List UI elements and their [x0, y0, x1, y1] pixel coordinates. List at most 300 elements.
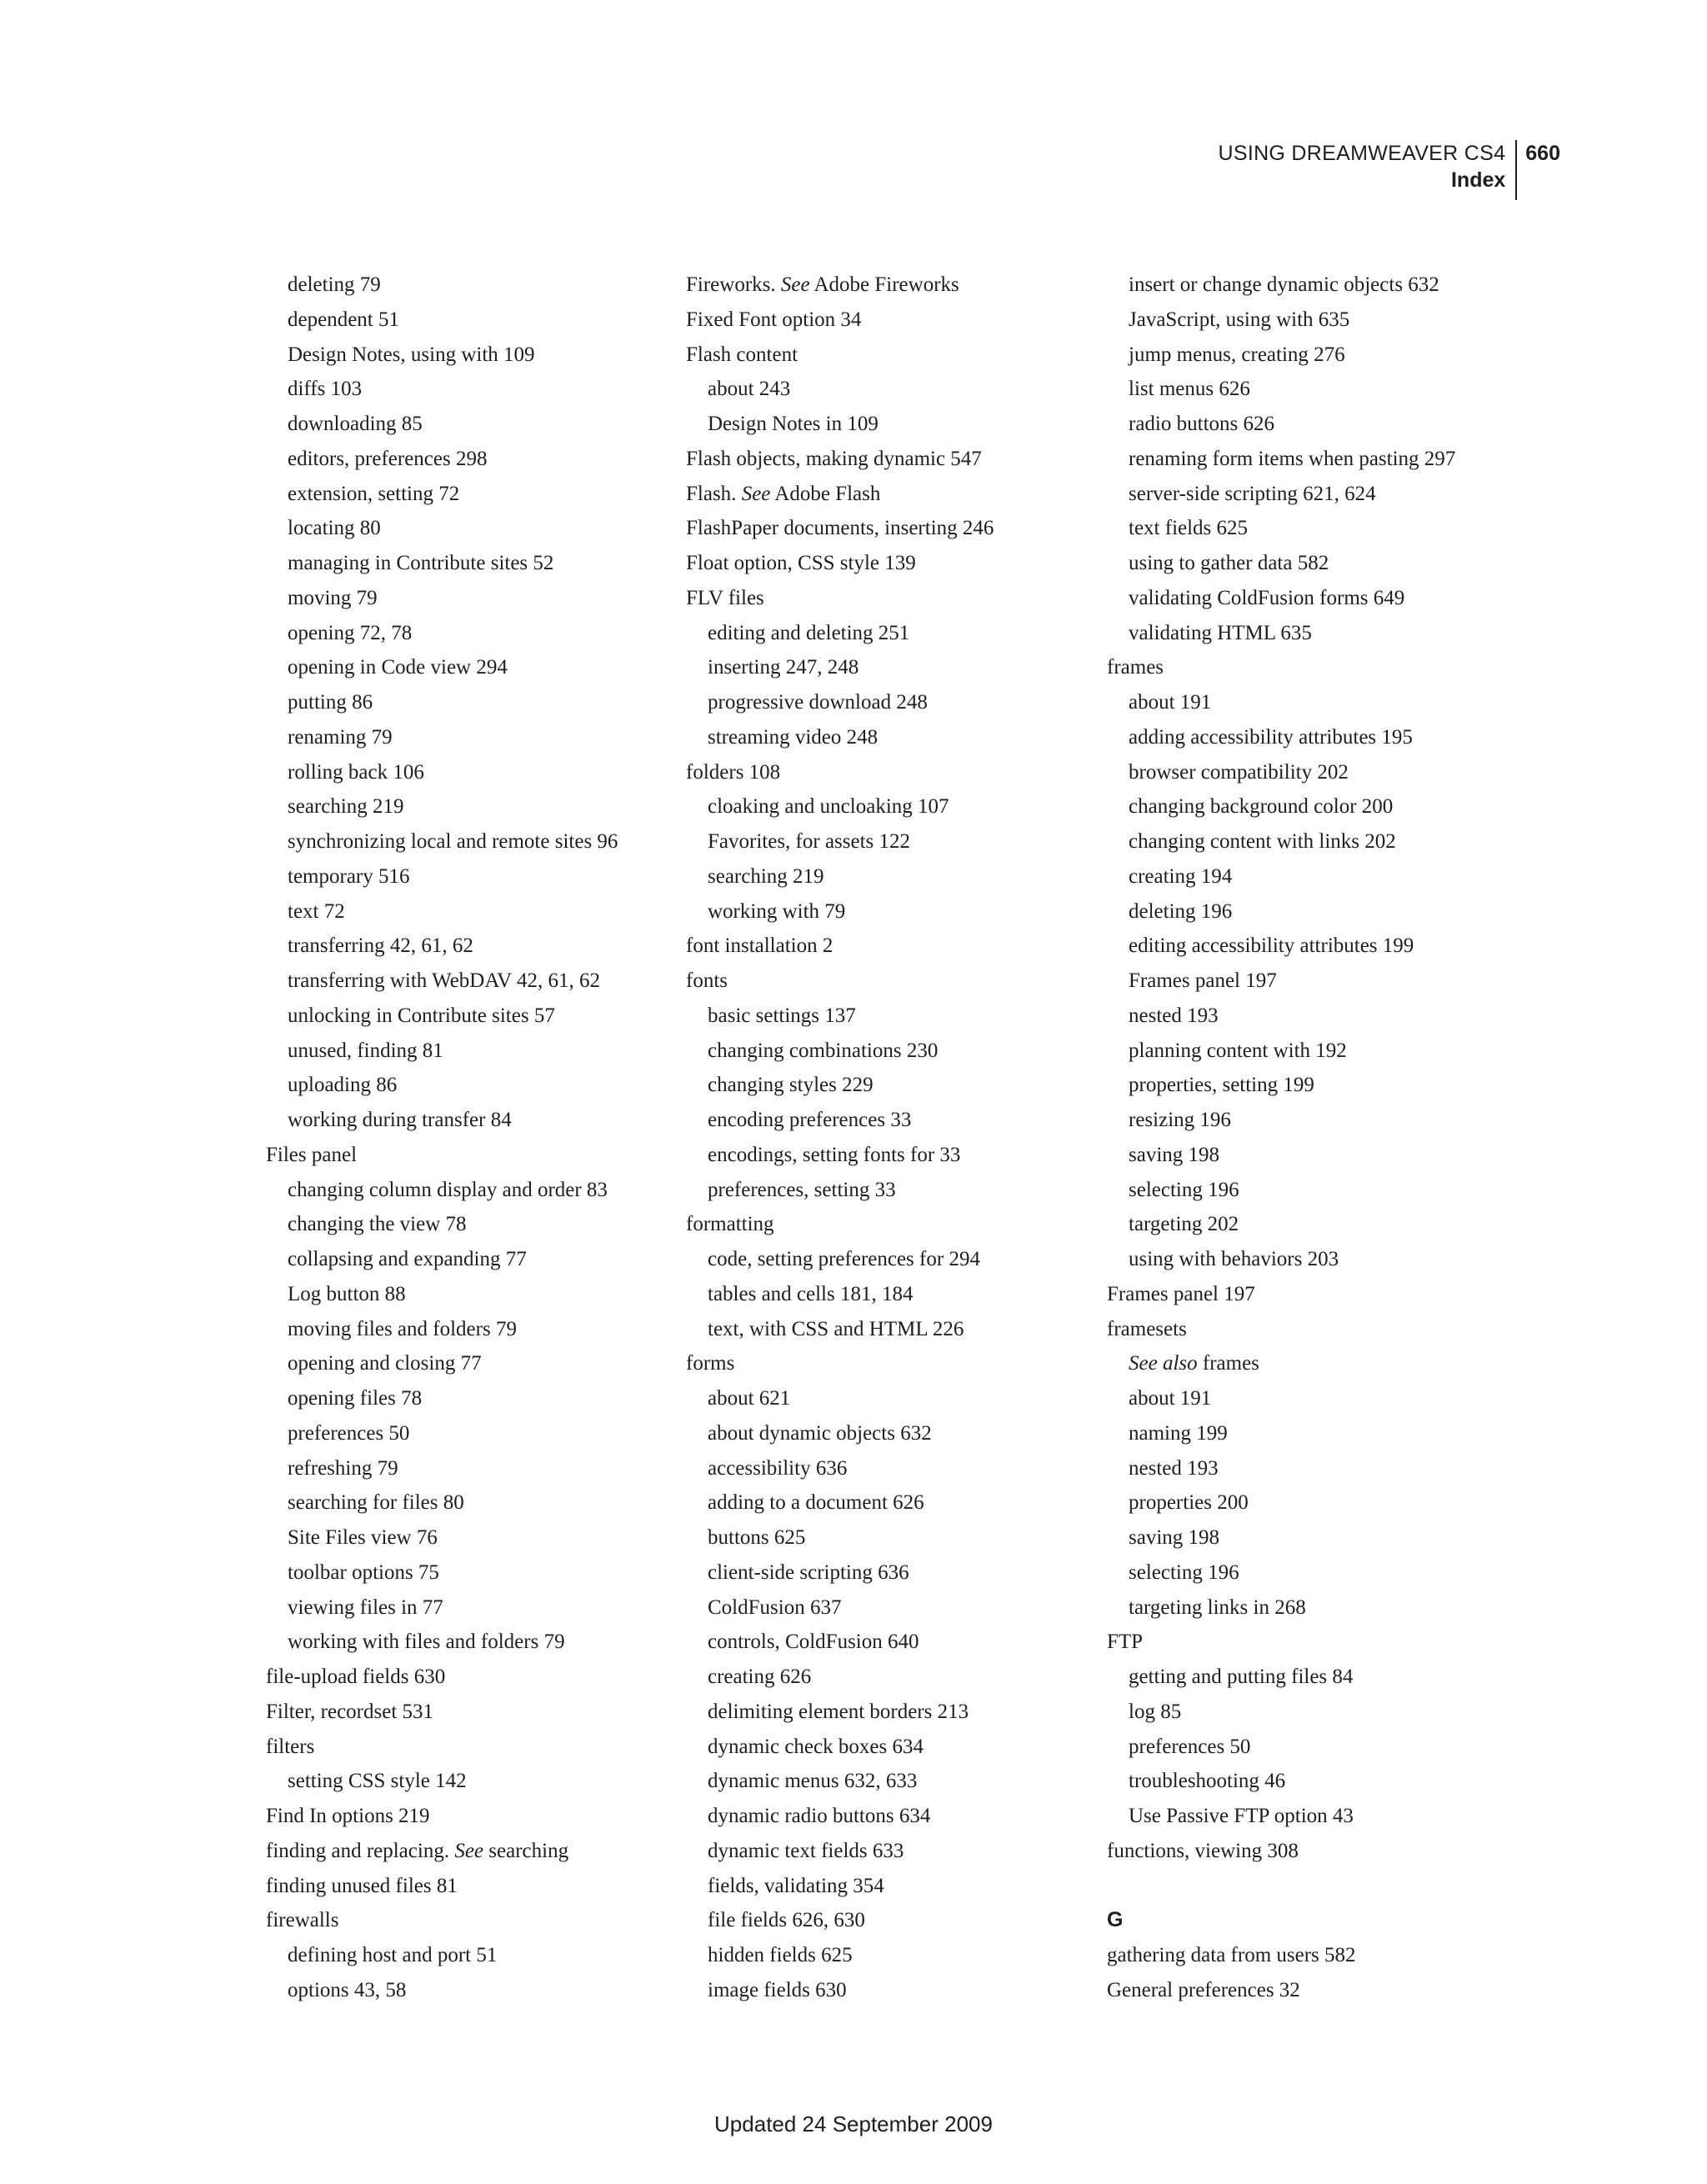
entry-text: deleting 79: [288, 273, 381, 296]
entry-text: FlashPaper documents, inserting 246: [686, 517, 994, 540]
entry-text: finding unused files 81: [266, 1874, 458, 1897]
entry-text: options 43, 58: [288, 1978, 407, 2001]
entry-text: General preferences 32: [1107, 1978, 1300, 2001]
entry-text: Flash objects, making dynamic 547: [686, 447, 982, 470]
index-subentry: [686, 1834, 994, 1869]
entry-text: Log button 88: [288, 1282, 406, 1305]
index-entry: [1107, 1973, 1455, 2008]
entry-text: working with files and folders 79: [288, 1630, 565, 1654]
entry-text: using with behaviors 203: [1129, 1248, 1339, 1270]
entry-text: dependent 51: [288, 308, 399, 331]
index-entry: [266, 1730, 618, 1765]
entry-text: naming 199: [1129, 1421, 1228, 1445]
entry-text: changing background color 200: [1129, 795, 1394, 819]
entry-text: creating 194: [1129, 864, 1233, 888]
entry-text: file-upload fields 630: [266, 1666, 446, 1688]
index-entry: [266, 1869, 618, 1904]
entry-text: working with 79: [708, 899, 846, 923]
index-entry: [1107, 1312, 1455, 1347]
index-subentry: [1107, 1381, 1455, 1416]
entry-text: cloaking and uncloaking 107: [708, 795, 949, 819]
index-subentry: [1107, 755, 1455, 790]
entry-text: controls, ColdFusion 640: [708, 1630, 919, 1654]
entry-text: troubleshooting 46: [1129, 1770, 1286, 1793]
entry-text: dynamic menus 632, 633: [708, 1770, 918, 1793]
index-subentry: [1107, 1520, 1455, 1555]
entry-text: searching 219: [708, 864, 824, 888]
entry-text: temporary 516: [288, 864, 410, 888]
index-subentry: [686, 1312, 994, 1347]
index-entry: [686, 546, 994, 581]
entry-text: about 621: [708, 1387, 791, 1410]
entry-text: renaming form items when pasting 297: [1129, 447, 1456, 470]
index-subentry: [686, 1660, 994, 1695]
entry-text: text 72: [288, 899, 345, 923]
entry-text: about 191: [1129, 1387, 1212, 1410]
entry-text: saving 198: [1129, 1143, 1220, 1166]
entry-text: about 191: [1129, 691, 1212, 714]
entry-text: encoding preferences 33: [708, 1109, 912, 1131]
entry-text: FLV files: [686, 586, 764, 609]
index-subentry: [1107, 616, 1455, 651]
index-subentry: [1107, 685, 1455, 720]
index-subentry: [1107, 929, 1455, 964]
index-subentry: [1107, 1764, 1455, 1799]
index-entry: [266, 1834, 618, 1869]
entry-text: image fields 630: [708, 1978, 847, 2001]
entry-text: ColdFusion 637: [708, 1595, 842, 1619]
index-subentry: [1107, 442, 1455, 477]
index-subentry: [266, 859, 618, 894]
index-entry: [1107, 1834, 1455, 1869]
index-subentry: [686, 1555, 994, 1590]
see-target: Adobe Fireworks: [813, 273, 959, 296]
index-subentry: [686, 650, 994, 685]
entry-text: file fields 626, 630: [708, 1909, 865, 1932]
entry-text: folders 108: [686, 760, 781, 784]
index-entry: [266, 1695, 618, 1730]
index-entry: [686, 511, 994, 546]
index-subentry: [1107, 1799, 1455, 1834]
see-target: Adobe Flash: [774, 482, 881, 505]
index-subentry: [686, 1973, 994, 2008]
index-subentry: [1107, 1451, 1455, 1486]
index-subentry: [1107, 1068, 1455, 1103]
entry-text: jump menus, creating 276: [1129, 343, 1345, 366]
index-subentry: [1107, 1555, 1455, 1590]
index-subentry: [1107, 1485, 1455, 1520]
index-subentry: [1107, 1138, 1455, 1173]
index-entry: [266, 1799, 618, 1834]
index-column-2: [686, 268, 994, 2008]
index-subentry: [686, 685, 994, 720]
index-subentry: [1107, 1034, 1455, 1069]
index-subentry: [686, 859, 994, 894]
entry-text: locating 80: [288, 517, 381, 540]
index-entry: [686, 1207, 994, 1242]
entry-text: Find In options 219: [266, 1805, 430, 1827]
entry-text: managing in Contribute sites 52: [288, 552, 554, 574]
entry-text: Files panel: [266, 1143, 358, 1166]
book-title: USING DREAMWEAVER CS4: [1218, 142, 1506, 165]
index-entry: [686, 929, 994, 964]
entry-text: firewalls: [266, 1909, 339, 1932]
entry-text: searching for files 80: [288, 1491, 464, 1515]
entry-text: extension, setting 72: [288, 482, 460, 505]
index-subentry: [266, 720, 618, 755]
index-subentry: [686, 1869, 994, 1904]
index-subentry: [686, 372, 994, 407]
running-header: [1219, 140, 1561, 200]
entry-text: planning content with 192: [1129, 1039, 1347, 1062]
index-subentry: [266, 999, 618, 1034]
index-subentry: [266, 477, 618, 512]
entry-text: transferring 42, 61, 62: [288, 934, 473, 958]
index-subentry: [686, 894, 994, 929]
index-subentry: [266, 546, 618, 581]
index-subentry: [1107, 824, 1455, 859]
entry-text: fonts: [686, 969, 728, 992]
entry-text: accessibility 636: [708, 1456, 848, 1480]
index-entry: [686, 581, 994, 616]
index-subentry: [1107, 1416, 1455, 1451]
entry-text: defining host and port 51: [288, 1944, 498, 1966]
index-subentry: [686, 1764, 994, 1799]
index-subentry: [266, 1103, 618, 1138]
entry-text: Use Passive FTP option 43: [1129, 1805, 1354, 1827]
index-subentry: [266, 1590, 618, 1625]
index-subentry: [1107, 894, 1455, 929]
index-subentry: [686, 1625, 994, 1660]
entry-text: Frames panel 197: [1129, 969, 1277, 992]
see-reference: See: [454, 1839, 484, 1862]
entry-text: inserting 247, 248: [708, 656, 859, 679]
see-target: searching: [488, 1839, 569, 1862]
index-subentry: [266, 338, 618, 373]
index-subentry: [1107, 477, 1455, 512]
entry-text: unlocking in Contribute sites 57: [288, 1004, 555, 1027]
index-subentry: [266, 1173, 618, 1208]
index-subentry: [266, 616, 618, 651]
index-subentry: [686, 1485, 994, 1520]
index-subentry: [686, 1903, 994, 1938]
index-subentry: [686, 1520, 994, 1555]
index-entry: [686, 477, 994, 512]
index-entry: [266, 1138, 618, 1173]
index-letter-heading: G: [1107, 1908, 1124, 1932]
entry-text: editing accessibility attributes 199: [1129, 934, 1414, 958]
index-subentry: [266, 1312, 618, 1347]
entry-text: formatting: [686, 1213, 774, 1236]
entry-text: adding accessibility attributes 195: [1129, 725, 1413, 749]
entry-text: moving files and folders 79: [288, 1317, 517, 1340]
index-subentry: [1107, 268, 1455, 303]
index-subentry: [686, 720, 994, 755]
index-subentry: [686, 1799, 994, 1834]
entry-text: setting CSS style 142: [288, 1770, 467, 1793]
see-reference: See: [741, 482, 771, 505]
entry-text: framesets: [1107, 1317, 1187, 1340]
entry-text: filters: [266, 1735, 315, 1758]
entry-text: progressive download 248: [708, 691, 928, 714]
index-subentry: [266, 894, 618, 929]
page-number: 660: [1525, 142, 1560, 165]
entry-text: Flash.: [686, 482, 737, 505]
entry-text: Design Notes, using with 109: [288, 343, 535, 366]
index-subentry: [686, 789, 994, 824]
entry-text: nested 193: [1129, 1456, 1219, 1480]
index-subentry: [1107, 789, 1455, 824]
index-subentry: [266, 511, 618, 546]
index-subentry: [266, 1381, 618, 1416]
entry-text: uploading 86: [288, 1074, 398, 1097]
entry-text: radio buttons 626: [1129, 413, 1274, 435]
entry-text: Float option, CSS style 139: [686, 552, 916, 574]
entry-text: moving 79: [288, 586, 378, 609]
index-subentry: [266, 581, 618, 616]
entry-text: Design Notes in 109: [708, 413, 879, 435]
index-subentry: [266, 1451, 618, 1486]
entry-text: streaming video 248: [708, 725, 879, 749]
entry-text: refreshing 79: [288, 1456, 398, 1480]
entry-text: finding and replacing.: [266, 1839, 450, 1862]
index-subentry: [686, 1590, 994, 1625]
index-entry: [1107, 1938, 1455, 1973]
entry-text: viewing files in 77: [288, 1595, 443, 1619]
index-subentry: [1107, 1173, 1455, 1208]
index-subentry: [1107, 1207, 1455, 1242]
index-subentry: [266, 1346, 618, 1381]
index-subentry: [686, 1416, 994, 1451]
entry-text: Flash content: [686, 343, 798, 366]
entry-text: selecting 196: [1129, 1178, 1239, 1201]
entry-text: dynamic check boxes 634: [708, 1735, 924, 1758]
entry-text: opening files 78: [288, 1387, 423, 1410]
index-subentry: [1107, 999, 1455, 1034]
entry-text: diffs 103: [288, 378, 363, 401]
entry-text: client-side scripting 636: [708, 1560, 909, 1584]
index-subentry: [1107, 338, 1455, 373]
index-column-1: [266, 268, 618, 2008]
index-subentry: [686, 1451, 994, 1486]
entry-text: properties, setting 199: [1129, 1074, 1314, 1097]
index-entry: [686, 1346, 994, 1381]
entry-text: server-side scripting 621, 624: [1129, 482, 1376, 505]
entry-text: deleting 196: [1129, 899, 1233, 923]
index-subentry: [1107, 720, 1455, 755]
index-entry: [686, 755, 994, 790]
entry-text: transferring with WebDAV 42, 61, 62: [288, 969, 601, 992]
entry-text: Site Files view 76: [288, 1526, 438, 1549]
index-subentry: [266, 442, 618, 477]
entry-text: validating ColdFusion forms 649: [1129, 586, 1405, 609]
entry-text: collapsing and expanding 77: [288, 1248, 527, 1270]
index-subentry: [1107, 1242, 1455, 1277]
see-reference: See also: [1129, 1352, 1198, 1375]
entry-text: code, setting preferences for 294: [708, 1248, 980, 1270]
entry-text: saving 198: [1129, 1526, 1220, 1549]
index-subentry: [266, 1068, 618, 1103]
index-subentry: [686, 1381, 994, 1416]
entry-text: font installation 2: [686, 934, 833, 958]
entry-text: opening and closing 77: [288, 1352, 482, 1375]
index-subentry: [266, 1764, 618, 1799]
index-subentry: [266, 1485, 618, 1520]
index-entry: [686, 268, 994, 303]
index-subentry: [686, 1138, 994, 1173]
entry-text: list menus 626: [1129, 378, 1250, 401]
index-subentry: [1107, 1730, 1455, 1765]
entry-text: tables and cells 181, 184: [708, 1282, 914, 1305]
entry-text: about dynamic objects 632: [708, 1421, 932, 1445]
entry-text: changing content with links 202: [1129, 830, 1396, 853]
index-subentry: [1107, 303, 1455, 338]
entry-text: changing column display and order 83: [288, 1178, 608, 1201]
entry-text: Favorites, for assets 122: [708, 830, 911, 853]
index-subentry: [266, 1520, 618, 1555]
index-subentry: [266, 1625, 618, 1660]
index-subentry: [266, 1973, 618, 2008]
index-entry: [686, 303, 994, 338]
entry-text: text fields 625: [1129, 517, 1249, 540]
index-subentry: [266, 824, 618, 859]
index-subentry: [266, 372, 618, 407]
entry-text: Frames panel 197: [1107, 1282, 1255, 1305]
index-subentry: [1107, 1590, 1455, 1625]
index-subentry: [266, 1034, 618, 1069]
entry-text: encodings, setting fonts for 33: [708, 1143, 961, 1166]
entry-text: preferences 50: [1129, 1735, 1251, 1758]
entry-text: log 85: [1129, 1700, 1182, 1723]
index-entry: [686, 442, 994, 477]
index-subentry: [1107, 407, 1455, 442]
entry-text: renaming 79: [288, 725, 393, 749]
index-entry: [1107, 1277, 1455, 1312]
index-subentry: [266, 268, 618, 303]
index-subentry: [266, 755, 618, 790]
entry-text: getting and putting files 84: [1129, 1666, 1354, 1688]
index-entry: [1107, 650, 1455, 685]
entry-text: functions, viewing 308: [1107, 1839, 1299, 1862]
entry-text: Fireworks.: [686, 273, 776, 296]
entry-text: changing the view 78: [288, 1213, 467, 1236]
index-subentry: [266, 789, 618, 824]
index-subentry: [266, 1207, 618, 1242]
index-subentry: [1107, 964, 1455, 999]
index-subentry: [686, 1103, 994, 1138]
entry-text: hidden fields 625: [708, 1944, 853, 1966]
entry-text: editors, preferences 298: [288, 447, 488, 470]
index-subentry: [686, 999, 994, 1034]
index-subentry: [1107, 581, 1455, 616]
entry-text: using to gather data 582: [1129, 552, 1329, 574]
entry-text: validating HTML 635: [1129, 621, 1312, 644]
index-subentry: [266, 407, 618, 442]
index-subentry: [686, 1068, 994, 1103]
index-subentry: [266, 1555, 618, 1590]
entry-text: downloading 85: [288, 413, 423, 435]
entry-text: editing and deleting 251: [708, 621, 910, 644]
entry-text: fields, validating 354: [708, 1874, 884, 1897]
index-entry: [686, 338, 994, 373]
entry-text: searching 219: [288, 795, 404, 819]
entry-text: selecting 196: [1129, 1560, 1239, 1584]
entry-text: FTP: [1107, 1630, 1144, 1654]
entry-text: working during transfer 84: [288, 1109, 512, 1131]
index-entry: [1107, 1625, 1455, 1660]
entry-text: gathering data from users 582: [1107, 1944, 1356, 1966]
index-entry: [686, 964, 994, 999]
index-subentry: [686, 616, 994, 651]
entry-text: preferences, setting 33: [708, 1178, 896, 1201]
index-subentry: [1107, 1346, 1455, 1381]
entry-text: adding to a document 626: [708, 1491, 924, 1515]
index-subentry: [686, 1277, 994, 1312]
entry-text: browser compatibility 202: [1129, 760, 1349, 784]
entry-text: changing styles 229: [708, 1074, 874, 1097]
page-footer: Updated 24 September 2009: [714, 2111, 993, 2136]
index-subentry: [686, 1242, 994, 1277]
index-subentry: [1107, 372, 1455, 407]
index-entry: [266, 1903, 618, 1938]
see-reference: See: [780, 273, 810, 296]
entry-text: buttons 625: [708, 1526, 806, 1549]
entry-text: nested 193: [1129, 1004, 1219, 1027]
entry-text: JavaScript, using with 635: [1129, 308, 1350, 331]
index-subentry: [686, 1938, 994, 1973]
index-subentry: [686, 824, 994, 859]
entry-text: toolbar options 75: [288, 1560, 439, 1584]
entry-text: rolling back 106: [288, 760, 424, 784]
entry-text: opening in Code view 294: [288, 656, 508, 679]
index-subentry: [686, 1173, 994, 1208]
entry-text: targeting 202: [1129, 1213, 1239, 1236]
index-subentry: [266, 964, 618, 999]
index-subentry: [1107, 859, 1455, 894]
entry-text: dynamic radio buttons 634: [708, 1805, 931, 1827]
entry-text: unused, finding 81: [288, 1039, 443, 1062]
entry-text: resizing 196: [1129, 1109, 1231, 1131]
index-entry: [266, 1660, 618, 1695]
index-subentry: [266, 685, 618, 720]
index-subentry: [266, 929, 618, 964]
index-subentry: [686, 1695, 994, 1730]
header-text-block: [1219, 140, 1516, 200]
index-subentry: [1107, 546, 1455, 581]
entry-text: Filter, recordset 531: [266, 1700, 434, 1723]
index-subentry: [686, 407, 994, 442]
index-subentry: [266, 1938, 618, 1973]
index-subentry: [266, 1242, 618, 1277]
entry-text: synchronizing local and remote sites 96: [288, 830, 618, 853]
entry-text: insert or change dynamic objects 632: [1129, 273, 1439, 296]
section-gap: [1107, 1869, 1455, 1904]
index-subentry: [1107, 1695, 1455, 1730]
entry-text: changing combinations 230: [708, 1039, 939, 1062]
index-subentry: [266, 650, 618, 685]
entry-text: text, with CSS and HTML 226: [708, 1317, 964, 1340]
index-subentry: [1107, 1660, 1455, 1695]
index-subentry: [1107, 511, 1455, 546]
entry-text: opening 72, 78: [288, 621, 413, 644]
entry-text: basic settings 137: [708, 1004, 856, 1027]
section-name: Index: [1450, 168, 1506, 192]
entry-text: dynamic text fields 633: [708, 1839, 904, 1862]
see-target: frames: [1202, 1352, 1259, 1375]
entry-text: frames: [1107, 656, 1164, 679]
entry-text: creating 626: [708, 1666, 812, 1688]
index-subentry: [266, 1277, 618, 1312]
